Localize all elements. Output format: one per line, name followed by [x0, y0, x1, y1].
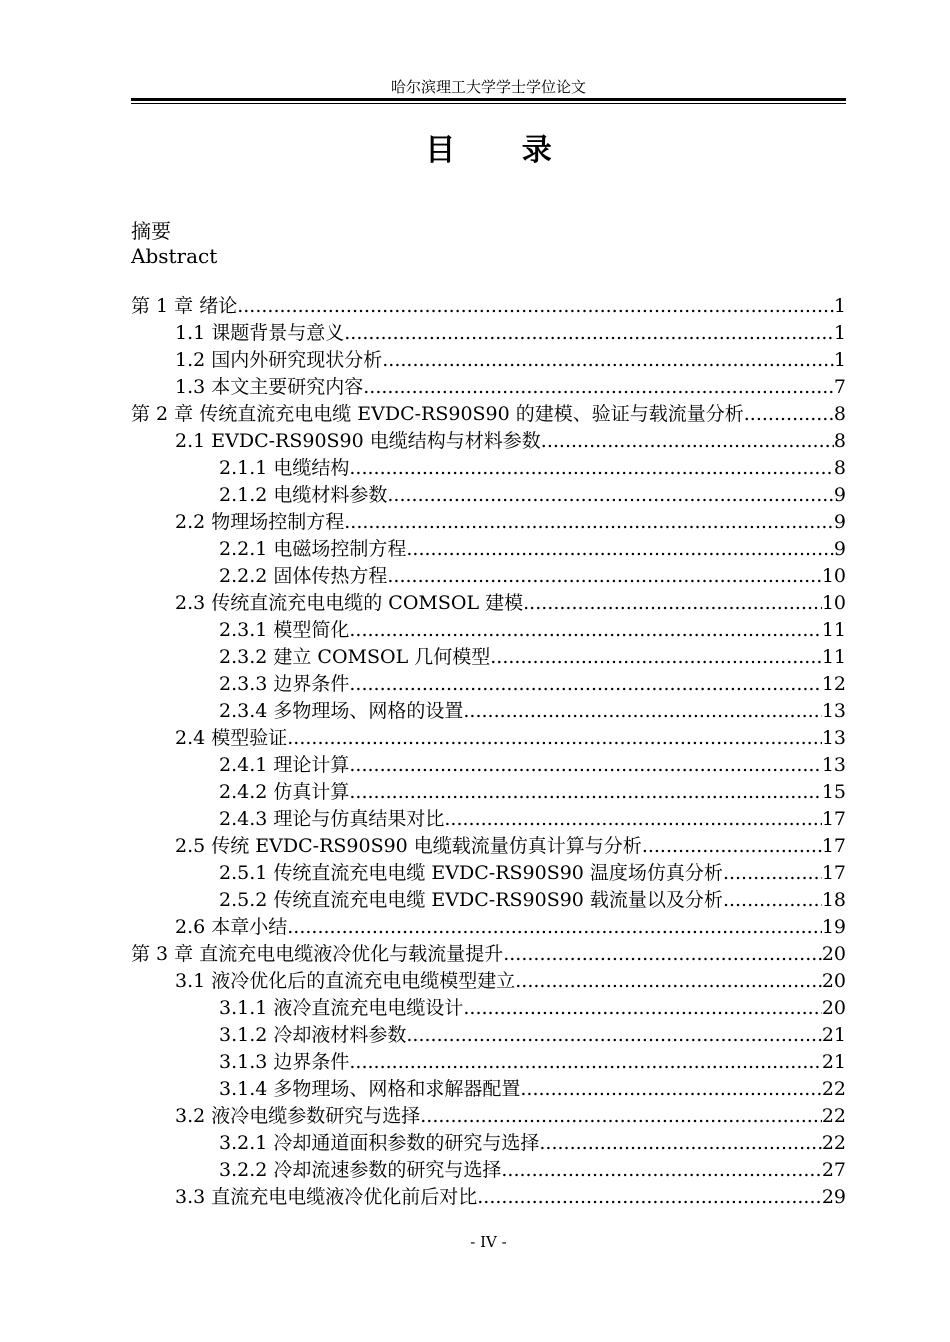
toc-leader-dots — [539, 1130, 821, 1157]
toc-entry[interactable] — [131, 725, 846, 752]
toc-entry[interactable] — [131, 968, 846, 995]
toc-leader-dots — [477, 1184, 822, 1211]
toc-leader-dots — [382, 347, 834, 374]
toc-entry-label: 1.2 国内外研究现状分析 — [175, 349, 383, 371]
toc-leader-dots — [349, 779, 821, 806]
toc-entry-page: 8 — [833, 457, 846, 479]
toc-leader-dots — [503, 941, 822, 968]
table-of-contents — [131, 293, 846, 1211]
toc-leader-dots — [387, 482, 834, 509]
toc-leader-dots — [490, 644, 822, 671]
toc-entry-page: 13 — [821, 754, 846, 776]
toc-leader-dots — [363, 374, 834, 401]
toc-entry-page: 29 — [821, 1186, 846, 1208]
toc-entry[interactable] — [131, 347, 846, 374]
toc-entry-label: 2.2 物理场控制方程 — [175, 511, 345, 533]
toc-entry[interactable] — [131, 590, 846, 617]
toc-entry[interactable] — [131, 509, 846, 536]
toc-entry-label: 2.2.2 固体传热方程 — [219, 565, 388, 587]
toc-leader-dots — [501, 1157, 821, 1184]
toc-entry-page: 10 — [821, 592, 846, 614]
toc-entry[interactable] — [131, 941, 846, 968]
toc-leader-dots — [349, 455, 834, 482]
toc-entry-label: 第 1 章 绪论 — [131, 295, 238, 317]
toc-entry-page: 17 — [821, 862, 846, 884]
toc-entry[interactable] — [131, 455, 846, 482]
toc-entry-page: 22 — [821, 1105, 846, 1127]
toc-entry-label: 2.4 模型验证 — [175, 727, 288, 749]
toc-entry-label: 2.5 传统 EVDC-RS90S90 电缆载流量仿真计算与分析 — [175, 835, 642, 857]
toc-entry-page: 13 — [821, 700, 846, 722]
toc-leader-dots — [349, 1049, 821, 1076]
toc-entry-label: 2.5.1 传统直流充电电缆 EVDC-RS90S90 温度场仿真分析 — [219, 862, 723, 884]
toc-leader-dots — [723, 887, 822, 914]
toc-leader-dots — [406, 536, 834, 563]
toc-entry-label: 第 3 章 直流充电电缆液冷优化与载流量提升 — [131, 943, 504, 965]
toc-entry-label: 3.1.4 多物理场、网格和求解器配置 — [219, 1078, 521, 1100]
toc-entry-page: 22 — [821, 1078, 846, 1100]
toc-entry[interactable] — [131, 806, 846, 833]
toc-entry-page: 17 — [821, 808, 846, 830]
toc-entry-label: 2.2.1 电磁场控制方程 — [219, 538, 407, 560]
toc-entry-page: 1 — [833, 349, 846, 371]
toc-leader-dots — [287, 725, 822, 752]
toc-entry[interactable] — [131, 1049, 846, 1076]
toc-entry-page: 1 — [833, 295, 846, 317]
toc-leader-dots — [723, 860, 822, 887]
toc-entry-page: 9 — [833, 484, 846, 506]
toc-entry-label: 2.4.1 理论计算 — [219, 754, 350, 776]
toc-leader-dots — [237, 293, 834, 320]
toc-entry[interactable] — [131, 617, 846, 644]
toc-entry[interactable] — [131, 1076, 846, 1103]
toc-entry-label: 2.5.2 传统直流充电电缆 EVDC-RS90S90 载流量以及分析 — [219, 889, 723, 911]
toc-entry-label: 1.3 本文主要研究内容 — [175, 376, 364, 398]
toc-entry-label: 2.1.2 电缆材料参数 — [219, 484, 388, 506]
toc-leader-dots — [520, 1076, 821, 1103]
toc-entry-page: 8 — [833, 403, 846, 425]
toc-leader-dots — [387, 563, 821, 590]
toc-entry[interactable] — [131, 428, 846, 455]
toc-entry-label: 3.1.1 液冷直流充电电缆设计 — [219, 997, 464, 1019]
toc-leader-dots — [406, 1022, 821, 1049]
toc-entry-label: 3.2 液冷电缆参数研究与选择 — [175, 1105, 421, 1127]
toc-entry[interactable] — [131, 1157, 846, 1184]
toc-entry-page: 22 — [821, 1132, 846, 1154]
page-title: 目 录 — [425, 133, 580, 168]
toc-entry[interactable] — [131, 671, 846, 698]
toc-entry-label: 2.6 本章小结 — [175, 916, 288, 938]
toc-leader-dots — [642, 833, 822, 860]
toc-entry-abstract-en[interactable]: Abstract — [131, 244, 218, 268]
toc-entry[interactable] — [131, 1130, 846, 1157]
toc-entry[interactable] — [131, 1103, 846, 1130]
toc-entry-label: 3.2.1 冷却通道面积参数的研究与选择 — [219, 1132, 540, 1154]
page-number: - IV - — [470, 1233, 507, 1251]
toc-leader-dots — [420, 1103, 822, 1130]
toc-entry-label: 2.3.1 模型简化 — [219, 619, 350, 641]
toc-entry-page: 20 — [821, 970, 846, 992]
toc-entry-page: 1 — [833, 322, 846, 344]
toc-entry-label: 1.1 课题背景与意义 — [175, 322, 345, 344]
toc-entry-label: 2.4.2 仿真计算 — [219, 781, 350, 803]
toc-entry[interactable] — [131, 536, 846, 563]
toc-entry-label: 2.3.4 多物理场、网格的设置 — [219, 700, 464, 722]
toc-entry[interactable] — [131, 320, 846, 347]
toc-entry-page: 15 — [821, 781, 846, 803]
toc-entry[interactable] — [131, 374, 846, 401]
toc-entry-label: 3.2.2 冷却流速参数的研究与选择 — [219, 1159, 502, 1181]
toc-entry-label: 第 2 章 传统直流充电电缆 EVDC-RS90S90 的建模、验证与载流量分析 — [131, 403, 744, 425]
toc-entry[interactable] — [131, 860, 846, 887]
toc-entry[interactable] — [131, 752, 846, 779]
toc-leader-dots — [744, 401, 834, 428]
toc-entry-page: 17 — [821, 835, 846, 857]
toc-leader-dots — [287, 914, 822, 941]
running-header: 哈尔滨理工大学学士学位论文 — [390, 78, 586, 96]
toc-entry-label: 2.3 传统直流充电电缆的 COMSOL 建模 — [175, 592, 524, 614]
header-rule-thick — [131, 98, 846, 101]
toc-leader-dots — [349, 671, 821, 698]
toc-entry-label: 3.1.3 边界条件 — [219, 1051, 350, 1073]
toc-leader-dots — [444, 806, 821, 833]
toc-entry[interactable] — [131, 293, 846, 320]
toc-entry-label: 2.3.2 建立 COMSOL 几何模型 — [219, 646, 491, 668]
toc-leader-dots — [344, 509, 834, 536]
toc-entry-page: 20 — [821, 997, 846, 1019]
toc-entry-page: 21 — [821, 1024, 846, 1046]
toc-leader-dots — [349, 752, 821, 779]
toc-entry-page: 21 — [821, 1051, 846, 1073]
toc-entry[interactable] — [131, 644, 846, 671]
toc-entry-page: 19 — [821, 916, 846, 938]
toc-entry-label: 2.3.3 边界条件 — [219, 673, 350, 695]
toc-entry-abstract-zh[interactable]: 摘要 — [131, 219, 171, 243]
toc-leader-dots — [515, 968, 822, 995]
toc-entry[interactable] — [131, 698, 846, 725]
toc-entry-label: 3.3 直流充电电缆液冷优化前后对比 — [175, 1186, 478, 1208]
toc-entry-page: 9 — [833, 511, 846, 533]
toc-entry-label: 2.4.3 理论与仿真结果对比 — [219, 808, 445, 830]
toc-entry[interactable] — [131, 833, 846, 860]
toc-entry-page: 7 — [833, 376, 846, 398]
toc-entry-page: 12 — [821, 673, 846, 695]
toc-entry-page: 20 — [821, 943, 846, 965]
toc-entry[interactable] — [131, 1022, 846, 1049]
toc-entry[interactable] — [131, 563, 846, 590]
toc-leader-dots — [463, 698, 821, 725]
toc-entry[interactable] — [131, 1184, 846, 1211]
toc-leader-dots — [349, 617, 821, 644]
toc-entry-label: 2.1.1 电缆结构 — [219, 457, 350, 479]
toc-leader-dots — [463, 995, 821, 1022]
toc-entry-page: 11 — [821, 646, 846, 668]
toc-entry[interactable] — [131, 995, 846, 1022]
toc-entry-label: 2.1 EVDC-RS90S90 电缆结构与材料参数 — [175, 430, 541, 452]
toc-entry-page: 10 — [821, 565, 846, 587]
toc-entry[interactable] — [131, 887, 846, 914]
toc-entry-page: 11 — [821, 619, 846, 641]
toc-leader-dots — [344, 320, 834, 347]
header-rule-thin — [131, 103, 846, 104]
toc-entry[interactable] — [131, 401, 846, 428]
toc-entry-page: 18 — [821, 889, 846, 911]
toc-entry[interactable] — [131, 914, 846, 941]
toc-leader-dots — [523, 590, 822, 617]
toc-entry[interactable] — [131, 482, 846, 509]
toc-entry[interactable] — [131, 779, 846, 806]
toc-entry-page: 27 — [821, 1159, 846, 1181]
toc-entry-page: 13 — [821, 727, 846, 749]
toc-leader-dots — [541, 428, 834, 455]
toc-entry-page: 9 — [833, 538, 846, 560]
toc-entry-page: 8 — [833, 430, 846, 452]
toc-entry-label: 3.1 液冷优化后的直流充电电缆模型建立 — [175, 970, 516, 992]
toc-entry-label: 3.1.2 冷却液材料参数 — [219, 1024, 407, 1046]
